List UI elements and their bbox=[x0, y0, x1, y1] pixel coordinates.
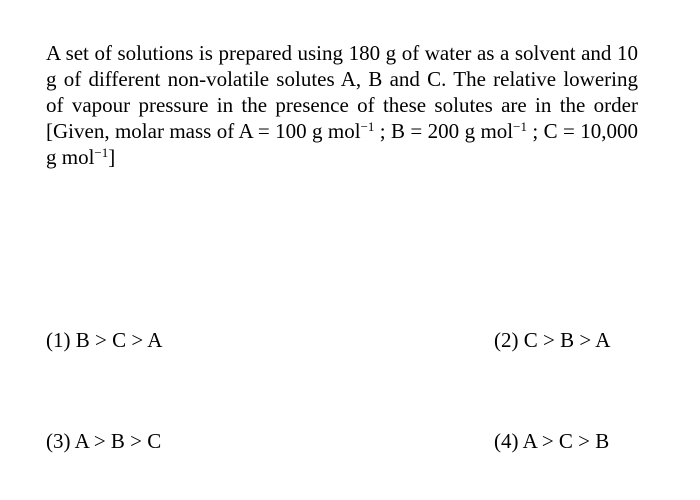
superscript-exponent: −1 bbox=[360, 119, 375, 134]
option-4[interactable]: (4) A > C > B bbox=[494, 429, 610, 453]
question-text-part-2: ; B = 200 g mol bbox=[374, 119, 514, 143]
question-text-part-3: ; C = 10,000 g mol bbox=[46, 119, 638, 169]
superscript-exponent: −1 bbox=[94, 145, 109, 160]
option-2[interactable]: (2) C > B > A bbox=[494, 328, 611, 352]
option-1[interactable]: (1) B > C > A bbox=[46, 328, 163, 352]
question-text-part-1: A set of solutions is prepared using 180 g of water as a solvent and 10 g of different non-volatile solutes A, B and C. The relative lowering of vapour pressure in the presence of these solutes are in the order [Given, molar mass of A = 100 g mol bbox=[46, 41, 638, 143]
superscript-exponent: −1 bbox=[513, 119, 527, 134]
question-text-part-4: ] bbox=[108, 145, 116, 169]
question-text bbox=[46, 40, 638, 170]
option-3[interactable]: (3) A > B > C bbox=[46, 429, 162, 453]
